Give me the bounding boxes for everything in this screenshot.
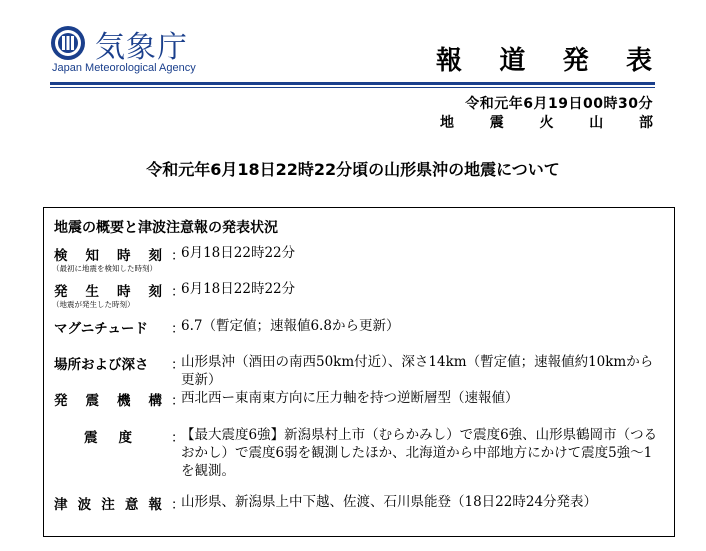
- row-colon: ：: [171, 357, 185, 373]
- dept-char: 山: [589, 115, 604, 131]
- page-header: [0, 0, 706, 90]
- row-label: 発 震 機 構: [54, 393, 162, 409]
- header-rule-thin: [50, 87, 655, 88]
- row-colon: ：: [171, 284, 185, 300]
- jma-logo-icon: [50, 25, 86, 61]
- row-label: 津 波 注 意 報: [54, 497, 162, 513]
- press-char: 発: [562, 46, 589, 76]
- dept-char: 震: [489, 115, 504, 131]
- row-sublabel: （最初に地震を検知した時刻）: [52, 264, 157, 273]
- dept-char: 地: [440, 115, 454, 131]
- press-char: 道: [499, 46, 526, 76]
- row-label: 震 度: [84, 430, 132, 446]
- press-char: 報: [436, 46, 463, 76]
- row-sublabel: （地震が発生した時刻）: [52, 300, 135, 309]
- header-rule: [50, 82, 655, 85]
- row-colon: ：: [171, 248, 185, 264]
- page-title: 令和元年6月18日22時22分頃の山形県沖の地震について: [146, 160, 560, 179]
- row-value: 山形県沖（酒田の南西50km付近）、深さ14km（暫定値；速報値約10kmから更新）: [181, 354, 654, 388]
- agency-name-en: Japan Meteorological Agency: [52, 62, 196, 74]
- press-release-label: [436, 40, 652, 77]
- row-value: 6.7（暫定値；速報値6.8から更新）: [181, 318, 400, 334]
- row-colon: ：: [171, 430, 185, 446]
- release-date: 令和元年6月19日00時30分: [465, 96, 653, 112]
- row-value: 山形県、新潟県上中下越、佐渡、石川県能登（18日22時24分発表）: [181, 494, 598, 510]
- summary-heading: 地震の概要と津波注意報の発表状況: [54, 220, 278, 236]
- row-label: 場所および深さ: [54, 357, 149, 373]
- dept-char: 部: [639, 115, 653, 131]
- row-colon: ：: [171, 321, 185, 337]
- row-value: 6月18日22時22分: [181, 245, 296, 261]
- row-label: 発 生 時 刻: [54, 284, 162, 300]
- row-label: 検 知 時 刻: [54, 248, 162, 264]
- row-value: 【最大震度6強】新潟県村上市（むらかみし）で震度6強、山形県鶴岡市（つるおかし）で震度6弱を観測したほか、北海道から中部地方にかけて震度5強〜1を観測。: [181, 427, 658, 479]
- press-char: 表: [625, 46, 652, 76]
- dept-char: 火: [539, 115, 554, 131]
- row-label: マグニチュード: [54, 321, 148, 337]
- row-value: 西北西ー東南東方向に圧力軸を持つ逆断層型（速報値）: [181, 390, 519, 406]
- row-colon: ：: [171, 497, 185, 513]
- row-value: 6月18日22時22分: [181, 281, 296, 297]
- summary-box: [43, 207, 675, 537]
- department: [440, 112, 653, 132]
- row-colon: ：: [171, 393, 185, 409]
- agency-name-jp: 気象庁: [95, 30, 188, 65]
